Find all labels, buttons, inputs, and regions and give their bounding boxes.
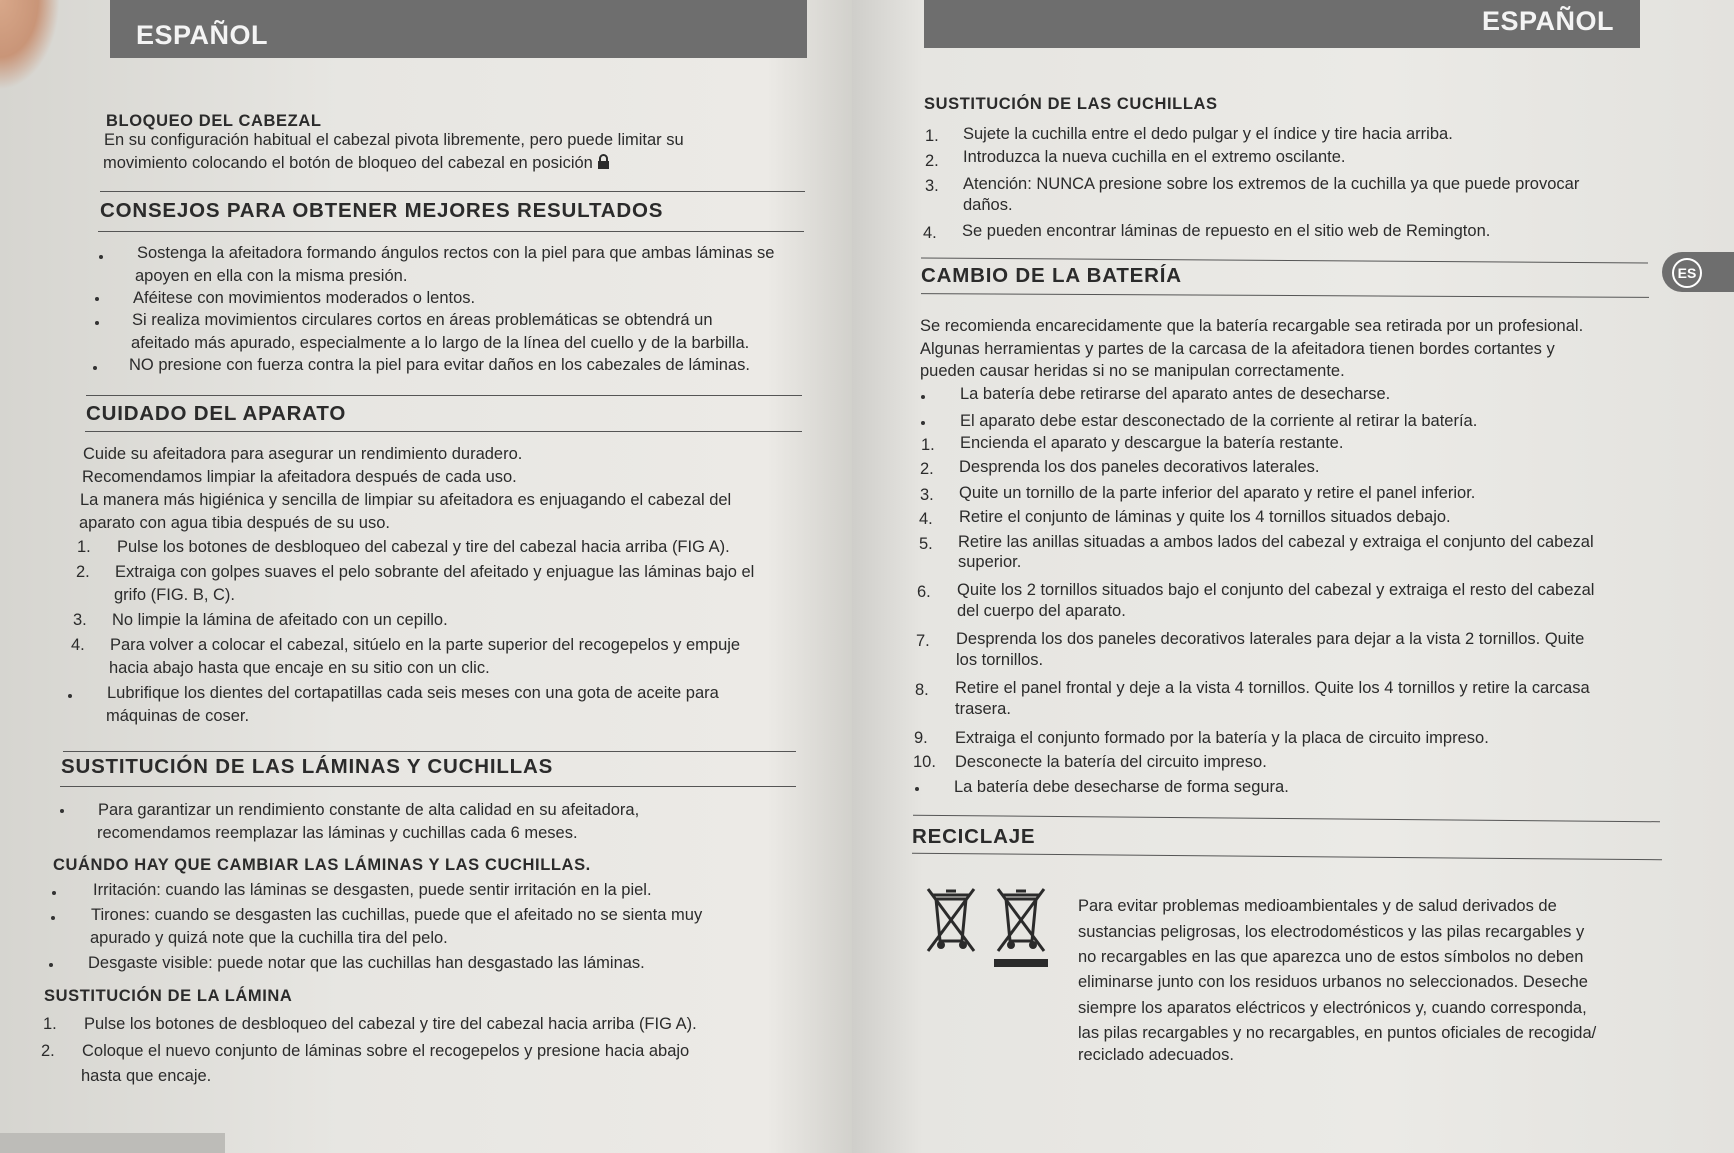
cutters-title: SUSTITUCIÓN DE LAS CUCHILLAS [924,95,1218,113]
battery-line-15: los tornillos. [956,651,1044,669]
weee-bin-icon [922,885,980,955]
battery-line-10: Retire las anillas situadas a ambos lados del cabezal y extraiga el conjunto del cabezal [958,533,1594,551]
recycle-line-3: no recargables en las que aparezca uno de estos símbolos no deben [1078,948,1584,966]
battery-line-5: El aparato debe estar desconectado de la corriente al retirar la batería. [960,412,1478,430]
care-line-7: grifo (FIG. B, C). [114,586,236,604]
recycle-line-2: sustancias peligrosas, los electrodomésticos y las pilas recargables y [1078,923,1585,941]
battery-num-9: 9. [914,729,928,747]
rule [100,191,805,192]
battery-line-2: Algunas herramientas y partes de la carcasa de la afeitadora tienen bordes cortantes y [920,340,1555,358]
thumb [0,0,60,90]
replace-title: SUSTITUCIÓN DE LAS LÁMINAS Y CUCHILLAS [61,755,554,778]
recycle-line-5: siempre los aparatos eléctricos y electrónicos y, cuando corresponda, [1078,999,1587,1017]
battery-line-20: La batería debe desecharse de forma segura. [954,778,1289,796]
battery-num-10: 10. [913,753,936,771]
foil-title: SUSTITUCIÓN DE LA LÁMINA [44,987,293,1005]
battery-line-14: Desprenda los dos paneles decorativos laterales para dejar a la vista 2 tornillos. Quite [956,630,1585,648]
cutters-line-2: Introduzca la nueva cuchilla en el extremo oscilante. [963,148,1346,166]
when-line-4: Desgaste visible: puede notar que las cuchillas han desgastado las láminas. [88,954,645,972]
tips-line-5: afeitado más apurado, especialmente a lo largo de la línea del cuello y de la barbilla. [131,334,750,352]
battery-line-3: pueden causar heridas si no se manipulan correctamente. [920,362,1345,380]
care-line-5: Pulse los botones de desbloqueo del cabezal y tire del cabezal hacia arriba (FIG A). [117,538,730,556]
recycle-line-4: eliminarse junto con los residuos urbanos no seleccionados. Deseche [1078,973,1588,991]
battery-num-8: 8. [915,681,929,699]
bullet [52,891,56,895]
bullet [915,787,919,791]
cutters-line-4: daños. [963,196,1013,214]
tips-line-3: Aféitese con movimientos moderados o lentos. [133,289,476,307]
replace-line-1: Para garantizar un rendimiento constante de alta calidad en su afeitadora, [98,801,640,819]
care-line-4: aparato con agua tibia después de su uso. [79,514,390,532]
battery-line-6: Encienda el aparato y descargue la batería restante. [960,434,1344,452]
battery-num-7: 7. [916,632,930,650]
battery-line-8: Quite un tornillo de la parte inferior del aparato y retire el panel inferior. [959,484,1476,502]
lock-line-2: movimiento colocando el botón de bloqueo del cabezal en posición [103,153,610,173]
bullet [95,297,99,301]
tips-line-6: NO presione con fuerza contra la piel para evitar daños en los cabezales de láminas. [129,356,750,374]
battery-line-11: superior. [958,553,1022,571]
tips-line-4: Si realiza movimientos circulares cortos en áreas problemáticas se obtendrá un [132,311,713,329]
battery-title: CAMBIO DE LA BATERÍA [921,264,1182,287]
bullet [921,421,925,425]
tips-title: CONSEJOS PARA OBTENER MEJORES RESULTADOS [100,199,664,222]
foil-num-2: 2. [41,1042,55,1060]
header-right-title: ESPAÑOL [1481,6,1614,36]
bullet [68,694,72,698]
care-line-3: La manera más higiénica y sencilla de limpiar su afeitadora es enjuagando el cabezal del [80,491,732,509]
cutters-num-3: 3. [925,177,939,195]
battery-line-18: Extraiga el conjunto formado por la batería y la placa de circuito impreso. [955,729,1489,747]
cutters-line-5: Se pueden encontrar láminas de repuesto en el sitio web de Remington. [962,222,1491,240]
rule [86,395,802,396]
care-line-6: Extraiga con golpes suaves el pelo sobrante del afeitado y enjuague las láminas bajo el [115,563,755,581]
language-tab [1662,252,1734,292]
care-line-2: Recomendamos limpiar la afeitadora después de cada uso. [82,468,517,486]
rule [85,431,802,432]
recycle-line-7: reciclado adecuados. [1078,1046,1234,1064]
cutters-num-4: 4. [923,224,937,242]
battery-num-6: 6. [917,583,931,601]
care-title: CUIDADO DEL APARATO [86,402,347,425]
battery-num-2: 2. [920,460,934,478]
bullet [93,366,97,370]
rule [63,751,796,752]
rule [60,786,796,787]
battery-line-1: Se recomienda encarecidamente que la batería recargable sea retirada por un profesional. [920,317,1584,335]
lock-line-1: En su configuración habitual el cabezal pivota libremente, pero puede limitar su [104,131,684,149]
cutters-num-1: 1. [925,127,939,145]
battery-num-3: 3. [920,486,934,504]
bullet [921,395,925,399]
care-num-1: 1. [77,538,91,556]
care-line-9: Para volver a colocar el cabezal, sitúelo en la parte superior del recogepelos y empuje [110,636,741,654]
care-num-4: 4. [71,636,85,654]
lock-title: BLOQUEO DEL CABEZAL [106,112,322,130]
recycle-line-6: las pilas recargables y no recargables, en puntos oficiales de recogida/ [1078,1024,1597,1042]
care-line-10: hacia abajo hasta que encaje en su sitio con un clic. [109,659,490,677]
when-line-2: Tirones: cuando se desgasten las cuchillas, puede que el afeitado no se sienta muy [91,906,703,924]
cutters-line-3: Atención: NUNCA presione sobre los extremos de la cuchilla ya que puede provocar [963,175,1580,193]
recycle-title: RECICLAJE [912,825,1036,848]
battery-line-9: Retire el conjunto de láminas y quite los 4 tornillos situados debajo. [959,508,1451,526]
battery-line-17: trasera. [955,700,1011,718]
battery-num-5: 5. [919,535,933,553]
battery-line-7: Desprenda los dos paneles decorativos laterales. [959,458,1320,476]
care-num-2: 2. [76,563,90,581]
replace-line-2: recomendamos reemplazar las láminas y cuchillas cada 6 meses. [97,824,578,842]
care-num-3: 3. [73,611,87,629]
header-left-title: ESPAÑOL [136,20,269,50]
foil-line-3: hasta que encaje. [81,1067,212,1085]
cutters-num-2: 2. [925,152,939,170]
header-right [924,0,1640,48]
foil-line-2: Coloque el nuevo conjunto de láminas sobre el recogepelos y presione hacia abajo [82,1042,690,1060]
language-badge: ES [1672,258,1702,288]
bullet [49,963,53,967]
battery-num-1: 1. [921,436,935,454]
bullet [60,809,64,813]
care-line-11: Lubrifique los dientes del cortapatillas cada seis meses con una gota de aceite para [107,684,719,702]
tips-line-2: apoyen en ella con la misma presión. [135,267,408,285]
when-title: CUÁNDO HAY QUE CAMBIAR LAS LÁMINAS Y LAS CUCHILLAS. [53,856,591,874]
care-line-1: Cuide su afeitadora para asegurar un rendimiento duradero. [83,445,523,463]
recycle-line-1: Para evitar problemas medioambientales y de salud derivados de [1078,897,1557,915]
foil-line-1: Pulse los botones de desbloqueo del cabezal y tire del cabezal hacia arriba (FIG A). [84,1015,697,1033]
rule [98,231,804,232]
care-line-8: No limpie la lámina de afeitado con un cepillo. [112,611,448,629]
weee-battery-bin-icon [992,885,1050,967]
battery-line-4: La batería debe retirarse del aparato antes de desecharse. [960,385,1391,403]
bottom-strip [0,1133,225,1153]
header-left [110,0,807,58]
care-line-12: máquinas de coser. [106,707,250,725]
when-line-3: apurado y quizá note que la cuchilla tira del pelo. [90,929,448,947]
lock-icon [597,154,610,170]
foil-num-1: 1. [43,1015,57,1033]
battery-line-16: Retire el panel frontal y deje a la vista 4 tornillos. Quite los 4 tornillos y retire la carcasa [955,679,1590,697]
bullet [95,321,99,325]
bullet [99,255,103,259]
battery-line-13: del cuerpo del aparato. [957,602,1126,620]
battery-line-19: Desconecte la batería del circuito impreso. [955,753,1267,771]
when-line-1: Irritación: cuando las láminas se desgasten, puede sentir irritación en la piel. [93,881,652,899]
battery-num-4: 4. [919,510,933,528]
battery-line-12: Quite los 2 tornillos situados bajo el conjunto del cabezal y extraiga el resto del cabezal [957,581,1595,599]
cutters-line-1: Sujete la cuchilla entre el dedo pulgar y el índice y tire hacia arriba. [963,125,1453,143]
bullet [51,916,55,920]
tips-line-1: Sostenga la afeitadora formando ángulos rectos con la piel para que ambas láminas se [137,244,775,262]
